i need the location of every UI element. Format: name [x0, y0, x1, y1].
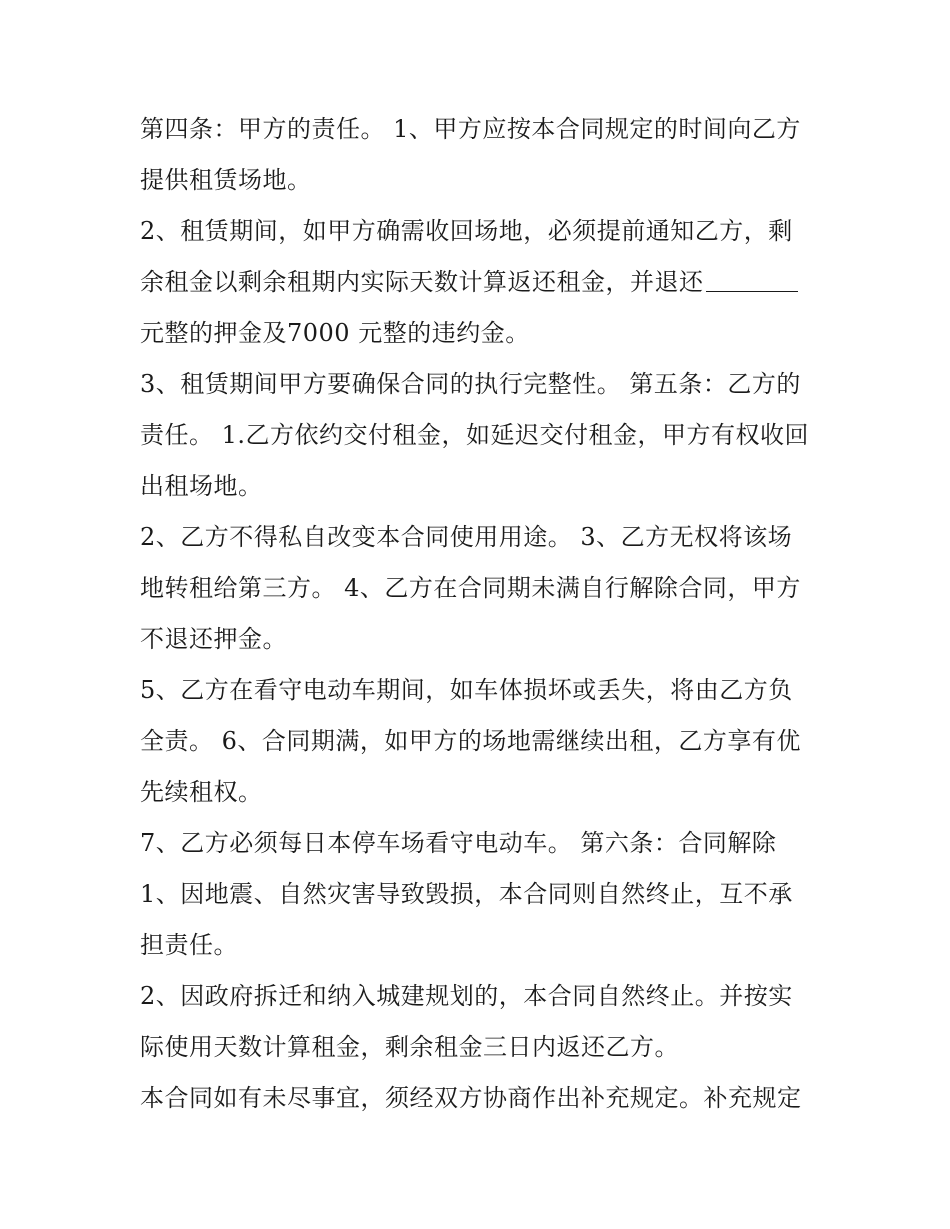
text-line: 际使用天数计算租金，剩余租金三日内返还乙方。 [140, 1033, 679, 1061]
text-line: 第四条：甲方的责任。 1、甲方应按本合同规定的时间向乙方 [140, 115, 801, 143]
fill-in-blank [706, 267, 798, 292]
text-line: 5、乙方在看守电动车期间，如车体损坏或丢失，将由乙方负 [140, 676, 793, 704]
text-line: 不退还押金。 [140, 625, 287, 653]
text-line: 2、因政府拆迁和纳入城建规划的，本合同自然终止。并按实 [140, 982, 793, 1010]
text-line-with-blank [140, 257, 820, 308]
text-line: 2、乙方不得私自改变本合同使用用途。 3、乙方无权将该场 [140, 523, 793, 551]
text-line: 担责任。 [140, 931, 238, 959]
text-line: 7、乙方必须每日本停车场看守电动车。 第六条：合同解除 [140, 829, 777, 857]
text-line: 余租金以剩余租期内实际天数计算返还租金，并退还 [140, 268, 704, 296]
text-line: 提供租赁场地。 [140, 166, 312, 194]
text-line: 1、因地震、自然灾害导致毁损，本合同则自然终止，互不承 [140, 880, 793, 908]
text-line: 出租场地。 [140, 472, 263, 500]
text-line: 元整的押金及7000 元整的违约金。 [140, 319, 530, 347]
text-line: 责任。 1.乙方依约交付租金，如延迟交付租金，甲方有权收回 [140, 421, 810, 449]
contract-body [140, 104, 820, 1124]
text-line: 全责。 6、合同期满，如甲方的场地需继续出租，乙方享有优 [140, 727, 801, 755]
text-line: 2、租赁期间，如甲方确需收回场地，必须提前通知乙方，剩 [140, 217, 793, 245]
text-line: 先续租权。 [140, 778, 263, 806]
text-line: 本合同如有未尽事宜，须经双方协商作出补充规定。补充规定 [140, 1084, 802, 1112]
text-line: 3、租赁期间甲方要确保合同的执行完整性。 第五条：乙方的 [140, 370, 801, 398]
text-line: 地转租给第三方。 4、乙方在合同期未满自行解除合同，甲方 [140, 574, 801, 602]
